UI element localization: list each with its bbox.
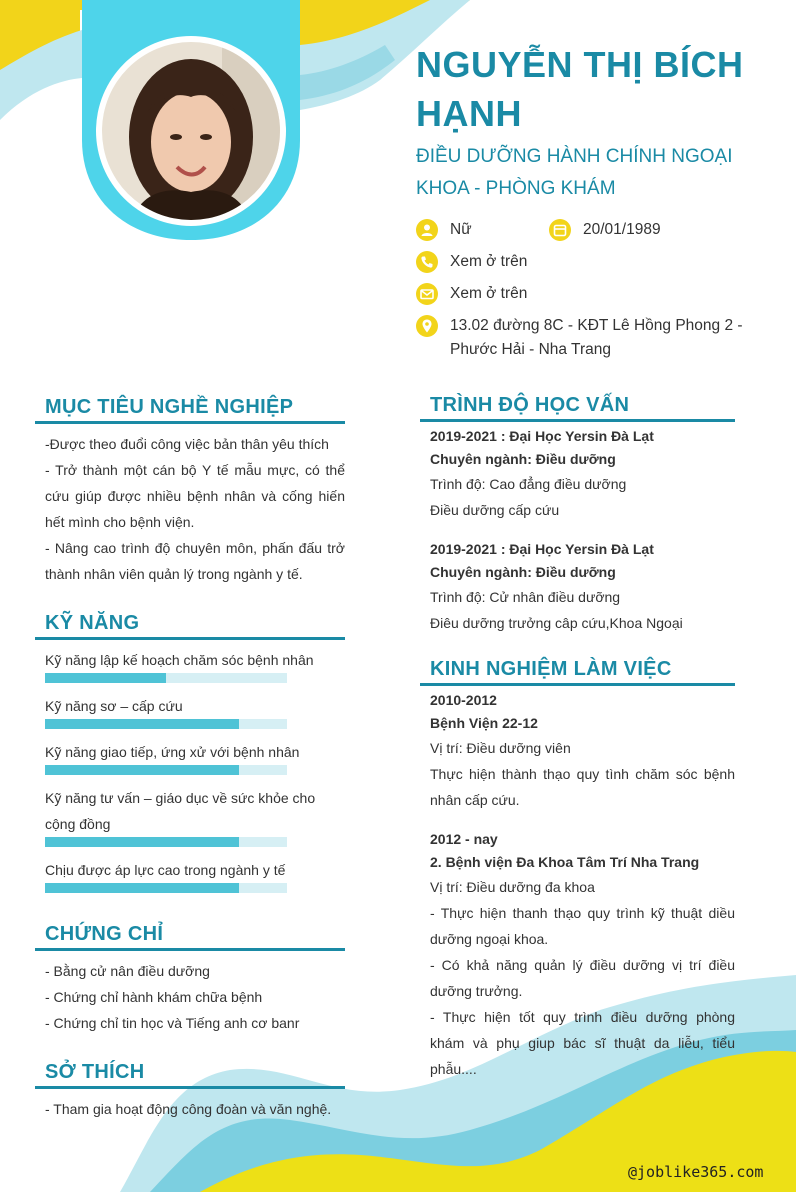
birthday-value: 20/01/1989 xyxy=(583,221,661,238)
experience-heading: KINH NGHIỆM LÀM VIỆC xyxy=(420,658,735,686)
job-title: ĐIỀU DƯỠNG HÀNH CHÍNH NGOẠI KHOA - PHÒNG KHÁM xyxy=(416,146,733,199)
info-phone xyxy=(416,250,527,274)
skill-label: Kỹ năng lập kế hoạch chăm sóc bệnh nhân xyxy=(45,652,314,668)
hobbies-heading: SỞ THÍCH xyxy=(35,1061,345,1089)
education-level: Trình độ: Cao đẳng điều dưỡng xyxy=(430,476,627,492)
watermark: @joblike365.com xyxy=(628,1163,764,1181)
skill-label: Kỹ năng tư vấn – giáo dục về sức khỏe cho cộng đồng xyxy=(45,790,316,832)
profile-photo-frame xyxy=(96,36,286,226)
education-note: Điêu dưỡng trưởng câp cứu,Khoa Ngoại xyxy=(430,615,683,631)
experience-period: 2012 - nay xyxy=(430,831,498,847)
experience-period: 2010-2012 xyxy=(430,692,497,708)
education-entry xyxy=(430,538,735,636)
email-icon xyxy=(416,283,438,305)
info-gender xyxy=(416,218,472,242)
education-period: 2019-2021 : Đại Học Yersin Đà Lạt xyxy=(430,541,654,557)
experience-description: Thực hiện thành thạo quy tình chăm sóc bệnh nhân cấp cứu. xyxy=(430,766,735,808)
certificates-list xyxy=(45,958,345,1036)
education-major: Chuyên ngành: Điều dưỡng xyxy=(430,451,616,467)
phone-value: Xem ở trên xyxy=(450,253,528,270)
skill-bar xyxy=(45,673,287,683)
hobbies-text: - Tham gia hoạt động công đoàn và văn nghệ. xyxy=(45,1101,332,1117)
skill-label: Kỹ năng sơ – cấp cứu xyxy=(45,698,183,714)
education-heading: TRÌNH ĐỘ HỌC VẤN xyxy=(420,394,735,422)
skill-bar xyxy=(45,765,287,775)
career-goal-text: -Được theo đuổi công việc bản thân yêu thích - Trở thành một cán bộ Y tế mẫu mực, có thể cứu giúp được nhiều bệnh nhân và cống hiến hết mình cho bệnh viện. - Nâng cao trình độ chuyên môn, phấn đấu trở thành nhân viên quản lý trong ngành y tế. xyxy=(45,436,345,582)
email-value: Xem ở trên xyxy=(450,285,528,302)
person-icon xyxy=(416,219,438,241)
candidate-name: NGUYỄN THỊ BÍCH HẠNH xyxy=(416,44,744,134)
experience-description: - Thực hiện thanh thạo quy trình kỹ thuật diều dưỡng ngoại khoa. - Có khả năng quản lý điều dưỡng vị trí điều dưỡng trưởng. - Thực hiện tốt quy trình điều dưỡng phòng khám và phụ giup bác sĩ thuật da liễu, tiểu phẫu.... xyxy=(430,905,735,1077)
experience-company: Bệnh Viện 22-12 xyxy=(430,715,538,731)
location-icon xyxy=(416,315,438,337)
education-level: Trình độ: Cử nhân điều dưỡng xyxy=(430,589,621,605)
address-value: 13.02 đường 8C - KĐT Lê Hồng Phong 2 - Phước Hải - Nha Trang xyxy=(450,317,743,358)
certificates-heading: CHỨNG CHỈ xyxy=(35,923,345,951)
experience-position: Vị trí: Điều dưỡng đa khoa xyxy=(430,879,595,895)
certificate-item: - Chứng chỉ tin học và Tiếng anh cơ banr xyxy=(45,1015,300,1031)
experience-entry xyxy=(430,828,735,1082)
skill-bar-fill xyxy=(45,673,166,683)
gender-value: Nữ xyxy=(450,221,472,238)
education-major: Chuyên ngành: Điều dưỡng xyxy=(430,564,616,580)
profile-photo xyxy=(102,42,280,220)
info-email xyxy=(416,282,527,306)
skill-bar xyxy=(45,837,287,847)
certificate-item: - Chứng chỉ hành khám chữa bệnh xyxy=(45,989,263,1005)
skill-bar-fill xyxy=(45,765,239,775)
education-note: Điều dưỡng cấp cứu xyxy=(430,502,560,518)
skill-label: Kỹ năng giao tiếp, ứng xử với bệnh nhân xyxy=(45,744,300,760)
experience-entry xyxy=(430,689,735,813)
experience-position: Vị trí: Điều dưỡng viên xyxy=(430,740,571,756)
skill-label: Chịu được áp lực cao trong ngành y tế xyxy=(45,862,286,878)
certificate-item: - Bằng cử nân điều dưỡng xyxy=(45,963,210,979)
calendar-icon xyxy=(549,219,571,241)
skills-heading: KỸ NĂNG xyxy=(35,612,345,640)
education-entry xyxy=(430,425,735,523)
skill-bar xyxy=(45,883,287,893)
skill-bar-fill xyxy=(45,837,239,847)
education-period: 2019-2021 : Đại Học Yersin Đà Lạt xyxy=(430,428,654,444)
skill-bar xyxy=(45,719,287,729)
skill-bar-fill xyxy=(45,883,239,893)
skill-bar-fill xyxy=(45,719,239,729)
info-address xyxy=(416,314,756,362)
phone-icon xyxy=(416,251,438,273)
info-birthday xyxy=(549,218,661,242)
career-goal-heading: MỤC TIÊU NGHỀ NGHIỆP xyxy=(35,396,345,424)
experience-company: 2. Bệnh viện Đa Khoa Tâm Trí Nha Trang xyxy=(430,854,700,870)
